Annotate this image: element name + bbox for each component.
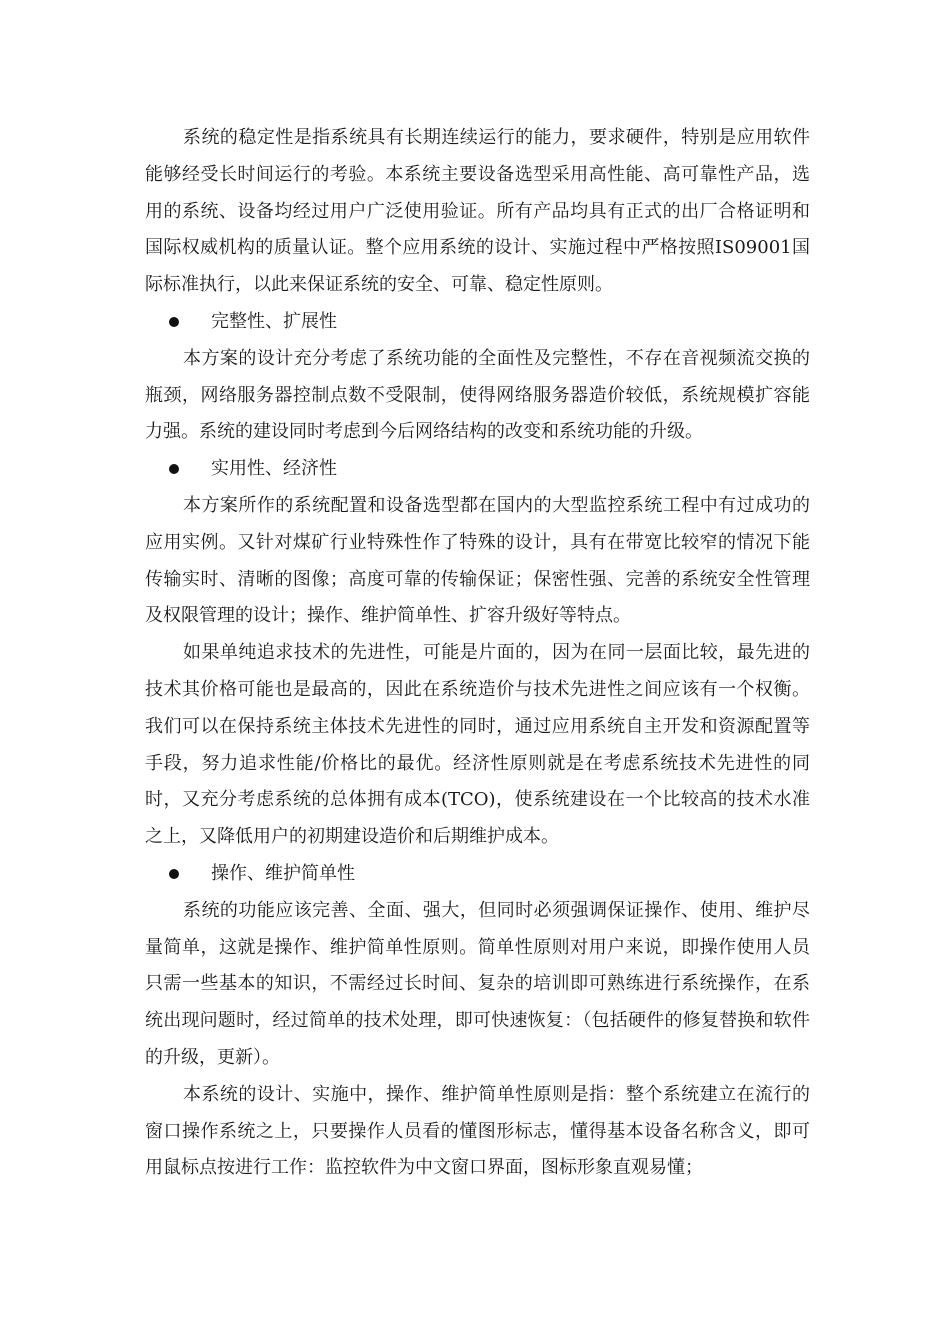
bullet-label: 实用性、经济性 (211, 458, 337, 480)
bullet-label: 完整性、扩展性 (211, 310, 337, 332)
bullet-integrity-extensibility (145, 304, 810, 341)
bullet-operation-maintenance (145, 856, 810, 893)
bullet-dot-icon (169, 317, 179, 327)
paragraph-operation: 系统的功能应该完善、全面、强大，但同时必须强调保证操作、使用、维护尽量简单，这就是操作、维护简单性原则。简单性原则对用户来说，即操作使用人员只需一些基本的知识，不需经过长时间、复杂的培训即可熟练进行系统操作，在系统出现问题时，经过简单的技术处理，即可快速恢复：（包括硬件的修复替换和软件的升级，更新）。 (145, 899, 810, 1068)
bullet-dot-icon (169, 869, 179, 879)
paragraph-integrity: 本方案的设计充分考虑了系统功能的全面性及完整性，不存在音视频流交换的瓶颈，网络服务器控制点数不受限制，使得网络服务器造价较低，系统规模扩容能力强。系统的建设同时考虑到今后网络结构的改变和系统功能的升级。 (145, 347, 810, 443)
bullet-practicality-economy (145, 451, 810, 488)
document-body (145, 120, 810, 1187)
paragraph-implementation: 本系统的设计、实施中，操作、维护简单性原则是指：整个系统建立在流行的窗口操作系统之上，只要操作人员看的懂图形标志，懂得基本设备名称含义，即可用鼠标点按进行工作：监控软件为中文窗口界面，图标形象直观易懂； (145, 1083, 810, 1179)
bullet-dot-icon (169, 464, 179, 474)
paragraph-stability: 系统的稳定性是指系统具有长期连续运行的能力，要求硬件，特别是应用软件能够经受长时间运行的考验。本系统主要设备选型采用高性能、高可靠性产品，选用的系统、设备均经过用户广泛使用验证。所有产品均具有正式的出厂合格证明和国际权威机构的质量认证。整个应用系统的设计、实施过程中严格按照IS09001国际标准执行，以此来保证系统的安全、可靠、稳定性原则。 (145, 127, 810, 296)
paragraph-practicality: 本方案所作的系统配置和设备选型都在国内的大型监控系统工程中有过成功的应用实例。又针对煤矿行业特殊性作了特殊的设计，具有在带宽比较窄的情况下能传输实时、清晰的图像；高度可靠的传输保证；保密性强、完善的系统安全性管理及权限管理的设计；操作、维护简单性、扩容升级好等特点。 (145, 494, 810, 627)
paragraph-economy: 如果单纯追求技术的先进性，可能是片面的，因为在同一层面比较，最先进的技术其价格可能也是最高的，因此在系统造价与技术先进性之间应该有一个权衡。我们可以在保持系统主体技术先进性的同时，通过应用系统自主开发和资源配置等手段，努力追求性能/价格比的最优。经济性原则就是在考虑系统技术先进性的同时，又充分考虑系统的总体拥有成本(TCO)，使系统建设在一个比较高的技术水准之上，又降低用户的初期建设造价和后期维护成本。 (145, 642, 810, 848)
bullet-label: 操作、维护简单性 (211, 862, 355, 884)
